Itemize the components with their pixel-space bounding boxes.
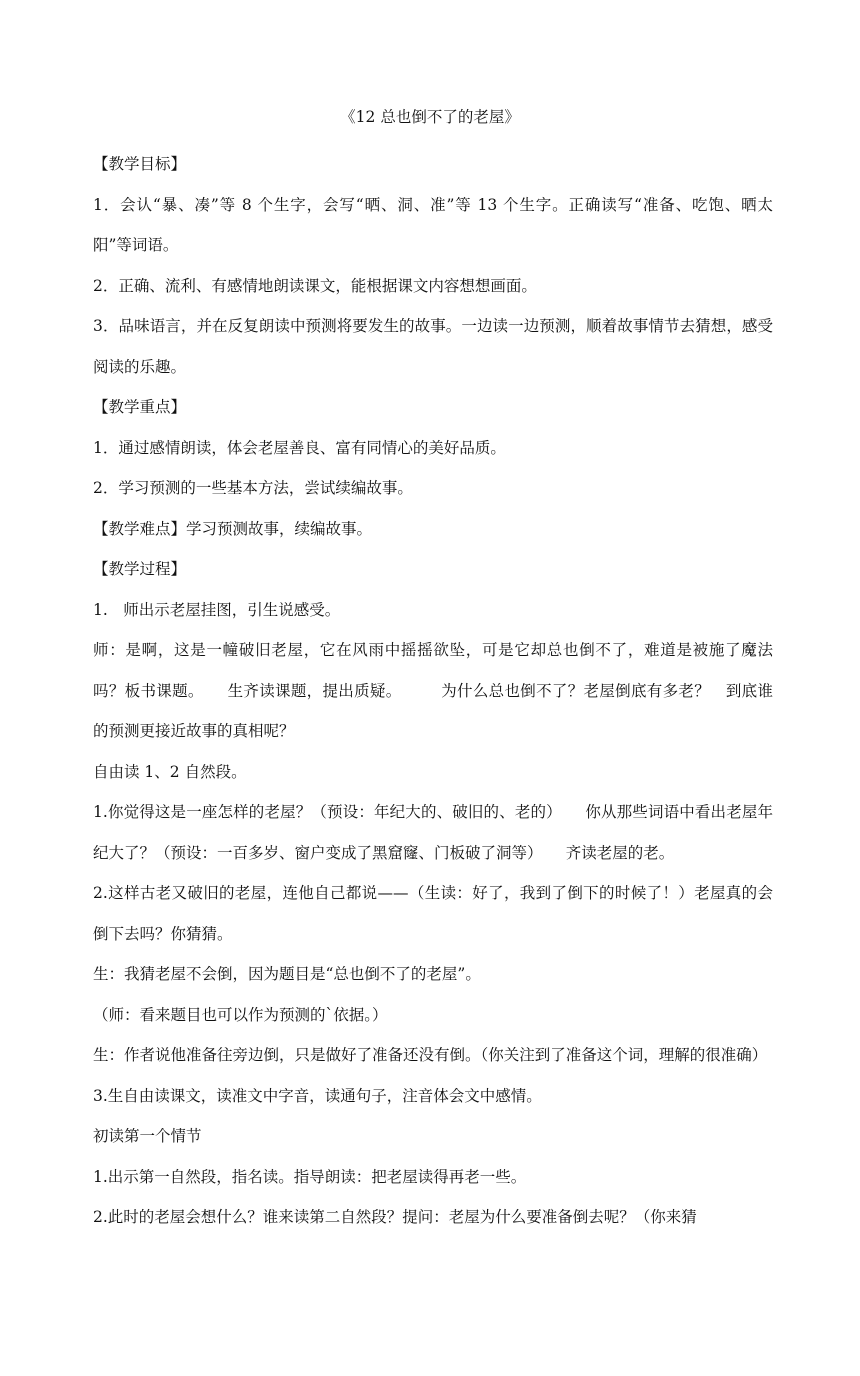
student-answer-2: 生：作者说他准备往旁边倒，只是做好了准备还没有倒。（你关注到了准备这个词，理解的很准确） [93,1046,768,1064]
section-heading-objectives: 【教学目标】 [93,155,187,173]
teacher-intro-paragraph: 师：是啊，这是一幢破旧老屋，它在风雨中摇摇欲坠，可是它却总也倒不了，难道是被施了魔法吗？板书课题。 生齐读课题，提出质疑。 为什么总也倒不了？老屋倒底有多老？ 到底谁的预测更接近故事的真相呢？ [93,641,773,740]
question-2-paragraph: 2.这样古老又破旧的老屋，连他自己都说——（生读：好了，我到了倒下的时候了！）老屋真的会倒下去吗？你猜猜。 [93,884,773,943]
step-3-paragraph: 3.生自由读课文，读准文中字音，读通句子，注音体会文中感情。 [93,1086,542,1105]
key-point-2: 2．学习预测的一些基本方法，尝试续编故事。 [93,479,413,497]
process-step-1: 1. 师出示老屋挂图，引生说感受。 [93,600,341,619]
question-1-paragraph: 1.你觉得这是一座怎样的老屋？（预设：年纪大的、破旧的、老的） 你从那些词语中看出老屋年纪大了？（预设：一百多岁、窗户变成了黑窟窿、门板破了洞等） 齐读老屋的老。 [93,803,773,862]
first-plot-step-2: 2.此时的老屋会想什么？谁来读第二自然段？提问：老屋为什么要准备倒去呢？（你来猜 [93,1208,697,1226]
first-plot-step-1: 1.出示第一自然段，指名读。指导朗读：把老屋读得再老一些。 [93,1167,527,1186]
objective-3: 3．品味语言，并在反复朗读中预测将要发生的故事。一边读一边预测，顺着故事情节去猜想，感受阅读的乐趣。 [93,317,773,376]
section-heading-difficulties: 【教学难点】学习预测故事，续编故事。 [93,519,373,538]
first-plot-heading: 初读第一个情节 [93,1127,202,1145]
objective-2: 2．正确、流利、有感情地朗读课文，能根据课文内容想想画面。 [93,276,537,295]
teacher-comment: （师：看来题目也可以作为预测的`依据。） [93,1005,388,1024]
section-heading-key-points: 【教学重点】 [93,398,187,416]
key-point-1: 1．通过感情朗读，体会老屋善良、富有同情心的美好品质。 [93,438,506,457]
free-reading-paragraph: 自由读 1、2 自然段。 [93,762,247,781]
document-title: 《12 总也倒不了的老屋》 [340,108,520,126]
section-heading-process: 【教学过程】 [93,560,187,578]
document-body [93,144,773,1238]
student-answer-1: 生：我猜老屋不会倒，因为题目是“总也倒不了的老屋”。 [93,965,481,983]
objective-1: 1．会认“暴、凑”等 8 个生字，会写“晒、洞、准”等 13 个生字。正确读写“准备、吃饱、晒太阳”等词语。 [93,195,773,254]
